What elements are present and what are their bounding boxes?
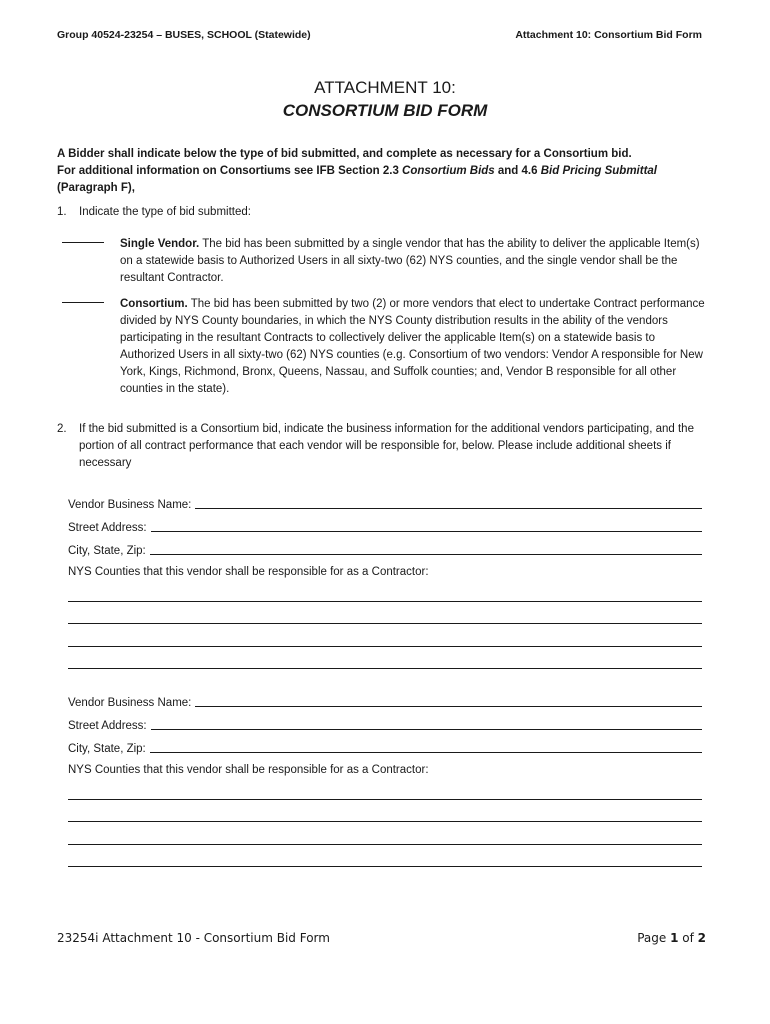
vendor-1-street-label: Street Address:	[68, 522, 147, 534]
vendor-2-city-field[interactable]	[68, 740, 702, 755]
option-single-vendor	[120, 236, 710, 287]
vendor-2-business-name-field[interactable]	[68, 694, 702, 709]
vendor-1-business-name-label: Vendor Business Name:	[68, 499, 192, 511]
vendor-1-counties-line-4[interactable]	[68, 668, 702, 669]
vendor-1-street-line[interactable]	[151, 531, 702, 532]
question-1-number: 1.	[57, 206, 67, 218]
question-1	[57, 204, 251, 221]
option-consortium-text: The bid has been submitted by two (2) or more vendors that elect to undertake Contract performance divided by NYS County boundaries, in which the NYS County distribution results in the ability of the vendors participating in the resultant Contracts to collectively deliver the applicable Item(s) on a statewide basis to Authorized Users in all sixty-two (62) NYS counties (e.g. Consortium of two vendors: Vendor A responsible for New York, Kings, Richmond, Bronx, Queens, Nassau, and Suffolk counties; and, Vendor B responsible for all other counties in the state).	[120, 298, 705, 395]
vendor-1-business-name-line[interactable]	[195, 508, 702, 509]
vendor-1-street-field[interactable]	[68, 519, 702, 534]
page-title: ATTACHMENT 10:	[314, 78, 456, 97]
header-right: Attachment 10: Consortium Bid Form	[515, 29, 702, 41]
single-vendor-checkbox-line[interactable]	[62, 242, 104, 243]
vendor-1-city-line[interactable]	[150, 554, 702, 555]
question-2-text: If the bid submitted is a Consortium bid, indicate the business information for the additional vendors participating, and the portion of all contract performance that each vendor will be responsible for, below. Please include additional sheets if necessary	[79, 423, 694, 469]
option-consortium-label: Consortium.	[120, 298, 188, 310]
option-single-vendor-text: The bid has been submitted by a single vendor that has the ability to deliver the applicable Item(s) on a statewide basis to Authorized Users in all sixty-two (62) NYS counties, and the single vendor shall be the resultant Contractor.	[120, 238, 700, 284]
intro-line-3: (Paragraph F),	[57, 182, 135, 194]
vendor-2-city-line[interactable]	[150, 752, 702, 753]
vendor-2-counties-line-1[interactable]	[68, 799, 702, 800]
vendor-2-business-name-line[interactable]	[195, 706, 702, 707]
consortium-checkbox-line[interactable]	[62, 302, 104, 303]
vendor-1-city-field[interactable]	[68, 542, 702, 557]
vendor-1-counties-label: NYS Counties that this vendor shall be responsible for as a Contractor:	[68, 566, 429, 578]
intro-line-2: For additional information on Consortiums see IFB Section 2.3 Consortium Bids and 4.6 Bid Pricing Submittal	[57, 165, 658, 177]
vendor-1-counties-line-1[interactable]	[68, 601, 702, 602]
intro-line-1: A Bidder shall indicate below the type of bid submitted, and complete as necessary for a Consortium bid.	[57, 148, 632, 160]
vendor-2-counties-label: NYS Counties that this vendor shall be responsible for as a Contractor:	[68, 764, 429, 776]
vendor-2-street-field[interactable]	[68, 717, 702, 732]
vendor-1-business-name-field[interactable]	[68, 496, 702, 511]
page-subtitle: CONSORTIUM BID FORM	[282, 101, 488, 120]
vendor-2-street-line[interactable]	[151, 729, 702, 730]
footer-document-name: 23254i Attachment 10 - Consortium Bid Form	[57, 931, 330, 945]
option-single-vendor-label: Single Vendor.	[120, 238, 200, 250]
vendor-2-city-label: City, State, Zip:	[68, 743, 146, 755]
vendor-2-counties-line-2[interactable]	[68, 821, 702, 822]
vendor-2-counties-line-4[interactable]	[68, 866, 702, 867]
intro-paragraph	[57, 146, 717, 197]
vendor-2-counties-line-3[interactable]	[68, 844, 702, 845]
vendor-1-counties-line-3[interactable]	[68, 646, 702, 647]
option-consortium	[120, 296, 710, 398]
header-left: Group 40524-23254 – BUSES, SCHOOL (Statewide)	[57, 29, 311, 41]
vendor-1-city-label: City, State, Zip:	[68, 545, 146, 557]
question-1-text: Indicate the type of bid submitted:	[79, 206, 251, 218]
question-2-number: 2.	[57, 423, 67, 435]
vendor-2-street-label: Street Address:	[68, 720, 147, 732]
footer-page-number: Page 1 of 2	[637, 931, 706, 945]
vendor-1-counties-line-2[interactable]	[68, 623, 702, 624]
question-2	[57, 421, 717, 469]
vendor-2-business-name-label: Vendor Business Name:	[68, 697, 192, 709]
